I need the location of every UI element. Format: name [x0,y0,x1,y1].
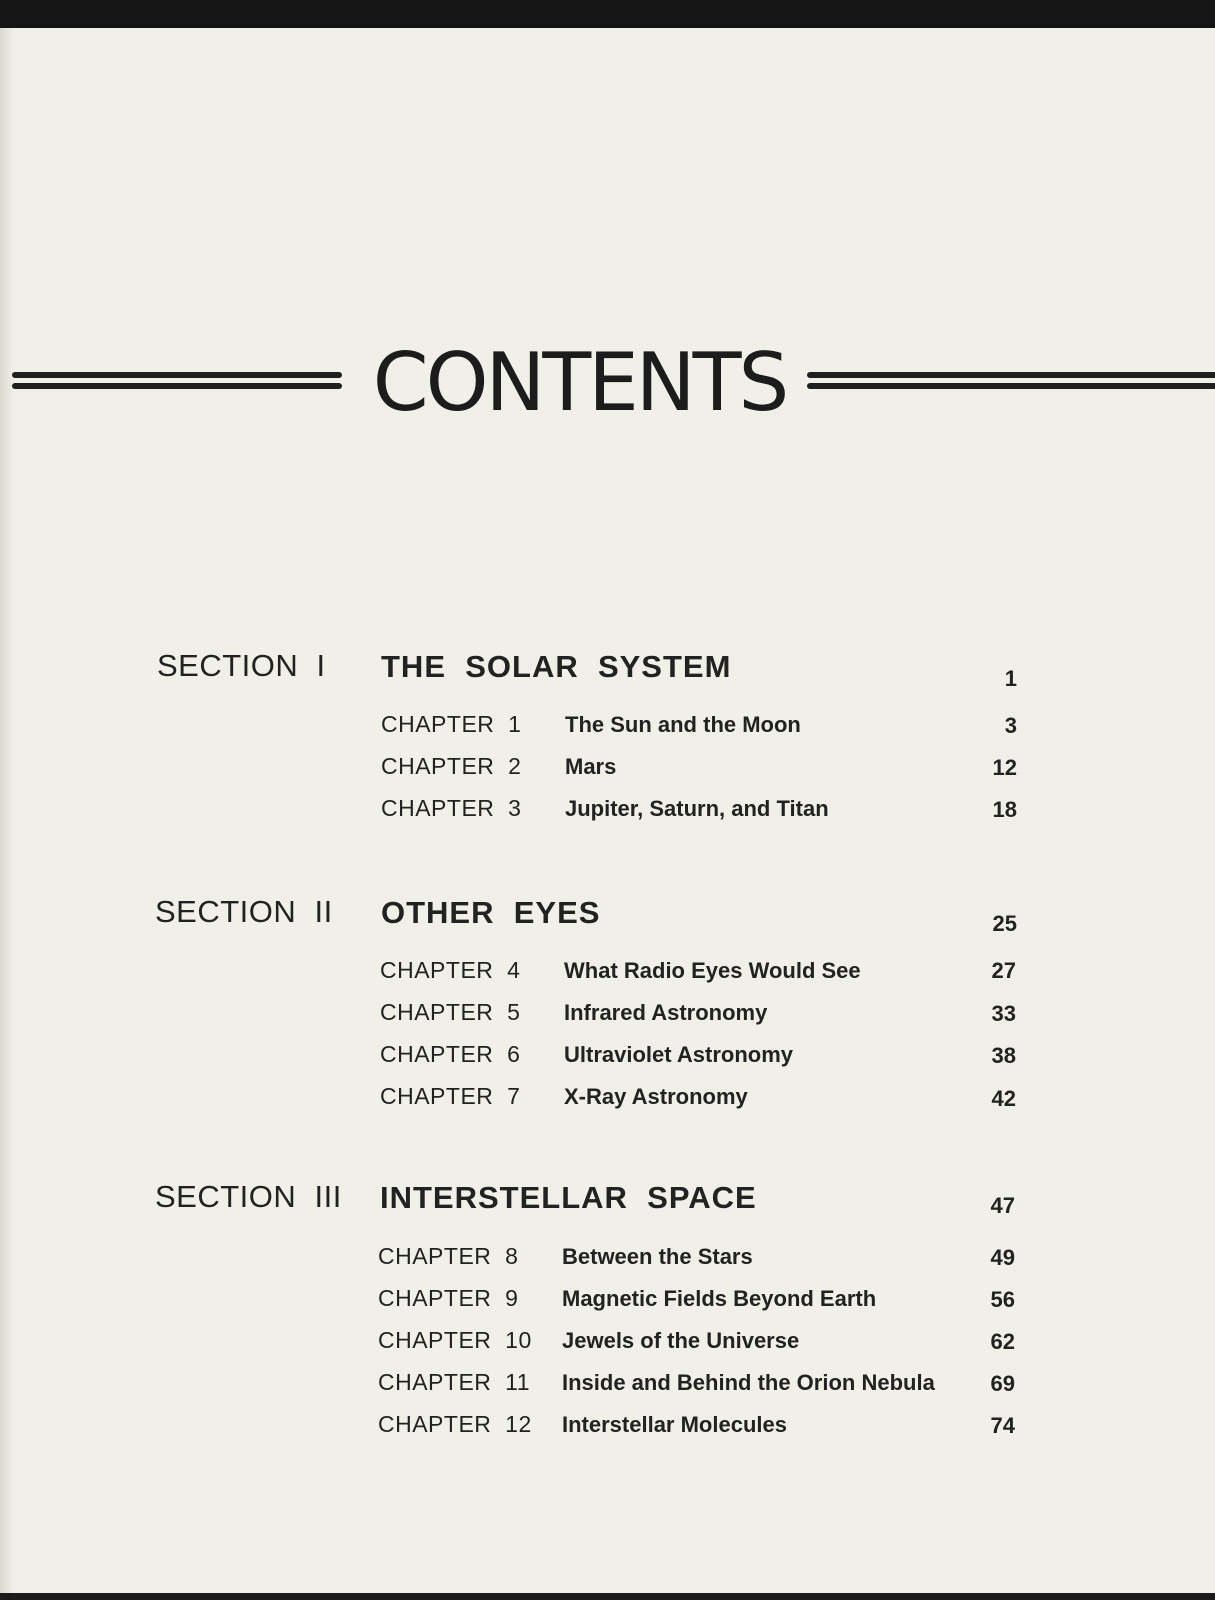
title-rule-left [12,372,342,390]
chapter-title: Jupiter, Saturn, and Titan [565,796,829,821]
section-page-number: 47 [990,1193,1015,1218]
chapter-title: Ultraviolet Astronomy [564,1042,794,1067]
chapter-label: CHAPTER 8 [378,1243,519,1269]
section-title: THE SOLAR SYSTEM [381,649,732,684]
chapter-page-number: 56 [990,1287,1015,1312]
title-rule-right [807,372,1215,390]
chapter-title: Magnetic Fields Beyond Earth [562,1286,877,1311]
page-title: CONTENTS [372,336,787,429]
chapter-label: CHAPTER 10 [378,1327,532,1353]
section-label: SECTION I [157,648,326,683]
chapter-page-number: 27 [991,958,1016,983]
chapter-label: CHAPTER 9 [378,1285,519,1311]
chapter-label: CHAPTER 7 [380,1083,521,1109]
chapter-title: Mars [565,754,617,779]
chapter-page-number: 62 [990,1329,1015,1354]
chapter-title: Between the Stars [562,1244,753,1269]
chapter-page-number: 69 [990,1371,1015,1396]
chapter-page-number: 12 [992,755,1017,780]
page-bottom-edge [0,1593,1215,1600]
section-title: OTHER EYES [381,895,601,930]
chapter-label: CHAPTER 11 [378,1369,531,1395]
chapter-title: X-Ray Astronomy [564,1084,748,1109]
section-title: INTERSTELLAR SPACE [380,1180,757,1215]
chapter-label: CHAPTER 2 [381,753,522,779]
chapter-page-number: 18 [992,797,1017,822]
contents-page [0,28,1215,1593]
chapter-page-number: 33 [991,1001,1016,1026]
section-label: SECTION III [155,1179,342,1214]
chapter-page-number: 74 [990,1413,1015,1438]
chapter-label: CHAPTER 12 [378,1411,532,1437]
chapter-title: The Sun and the Moon [565,712,801,737]
chapter-label: CHAPTER 3 [381,795,522,821]
title-row [12,333,1215,433]
chapter-title: Infrared Astronomy [564,1000,768,1025]
chapter-label: CHAPTER 6 [380,1041,521,1067]
section-page-number: 25 [992,911,1017,936]
chapter-label: CHAPTER 5 [380,999,521,1025]
chapter-title: Inside and Behind the Orion Nebula [562,1370,935,1395]
chapter-label: CHAPTER 4 [380,957,521,983]
chapter-page-number: 49 [990,1245,1015,1270]
section-label: SECTION II [155,894,333,929]
chapter-title: Interstellar Molecules [562,1412,787,1437]
spine-shadow [0,28,14,1593]
chapter-page-number: 38 [991,1043,1016,1068]
chapter-page-number: 3 [1004,713,1017,738]
chapter-title: Jewels of the Universe [562,1328,800,1353]
chapter-page-number: 42 [991,1086,1016,1111]
section-page-number: 1 [1004,666,1017,691]
chapter-title: What Radio Eyes Would See [564,958,861,983]
chapter-label: CHAPTER 1 [381,711,522,737]
